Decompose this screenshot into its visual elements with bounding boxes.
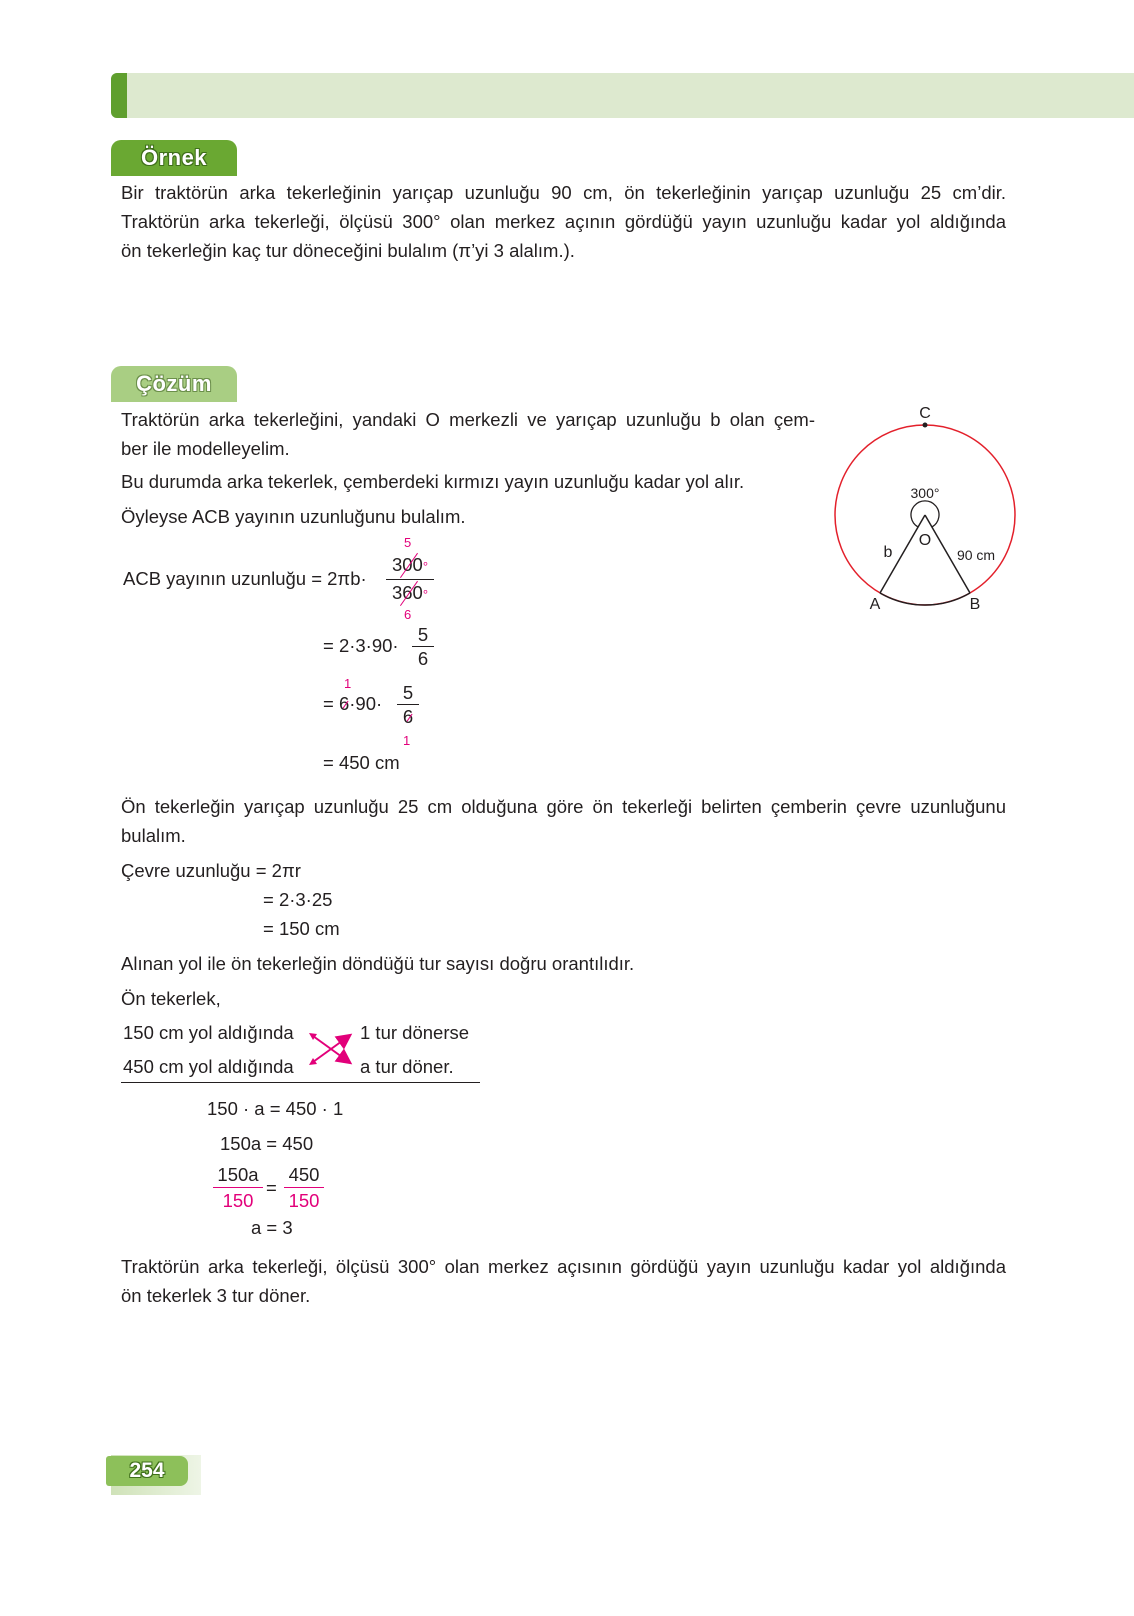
cancelled-six-den: 6 xyxy=(402,706,414,727)
eq3-den-left: 150 xyxy=(222,1190,254,1211)
solution-p3: Öyleyse ACB yayının uzunluğunu bulalım. xyxy=(121,506,466,527)
proportion-divider xyxy=(121,1082,480,1083)
example-line-3: ön tekerleğin kaç tur döneceğini bulalım (π’yi 3 alalım.). xyxy=(121,240,575,261)
conclusion-line-1: Traktörün arka tekerleği, ölçüsü 300° olan merkez açısının gördüğü yayın uzunluğu kadar yol aldığında xyxy=(121,1256,1006,1277)
equation-3-right-fraction xyxy=(284,1163,324,1213)
equation-3-left-fraction xyxy=(213,1163,263,1213)
eq3-num-right: 450 xyxy=(284,1163,324,1188)
point-c xyxy=(923,423,928,428)
solution-p1-line2: ber ile modelleyelim. xyxy=(121,438,290,459)
example-tab xyxy=(111,140,237,176)
solution-tab xyxy=(111,366,237,402)
solution-p6: Ön tekerlek, xyxy=(121,988,221,1009)
cancel-one-top: 1 xyxy=(344,676,352,691)
frac-den: 6 xyxy=(417,648,429,669)
arc-length-lhs: ACB yayının uzunluğu = 2πb· xyxy=(123,568,367,589)
eq3-num-left: 150a xyxy=(213,1163,263,1188)
proportion-left-2: 450 cm yol aldığında xyxy=(123,1056,294,1077)
header-bar-accent xyxy=(111,73,127,118)
label-angle: 300° xyxy=(910,485,940,501)
label-o: O xyxy=(918,532,932,549)
example-line-1: Bir traktörün arka tekerleğinin yarıçap uzunluğu 90 cm, ön tekerleğinin yarıçap uzunluğu 25 cm’dir. xyxy=(121,182,1006,203)
arc-ab xyxy=(880,593,970,605)
label-radius-length: 90 cm xyxy=(956,547,996,563)
step3-eq: = xyxy=(323,693,334,714)
circumference-line-3: = 150 cm xyxy=(263,918,340,939)
cancelled-six: 6 xyxy=(338,693,350,714)
cancelled-300: 300 xyxy=(391,554,423,575)
solution-p4-line1: Ön tekerleğin yarıçap uzunluğu 25 cm olduğuna göre ön tekerleği belirten çemberin çevre uzunluğunu xyxy=(121,796,1006,817)
circumference-line-1: Çevre uzunluğu = 2πr xyxy=(121,860,301,881)
circumference-line-2: = 2·3·25 xyxy=(263,889,333,910)
cancelled-360: 360 xyxy=(392,580,423,606)
page-number: 254 xyxy=(129,1459,165,1482)
arc-step-4: = 450 cm xyxy=(323,752,400,773)
frac-num-b: 5 xyxy=(397,681,419,705)
eq3-den-right: 150 xyxy=(288,1190,320,1211)
label-b-point: B xyxy=(969,596,981,613)
arc-step-3 xyxy=(323,693,382,715)
cancel-bottom-6: 6 xyxy=(404,607,412,622)
equation-2: 150a = 450 xyxy=(220,1133,314,1154)
solution-p5: Alınan yol ile ön tekerleğin döndüğü tur sayısı doğru orantılıdır. xyxy=(121,953,635,974)
header-bar xyxy=(111,73,1134,118)
label-c: C xyxy=(919,405,931,422)
angle-arc xyxy=(911,501,939,527)
proportion-left-1: 150 cm yol aldığında xyxy=(123,1022,294,1043)
fraction-5-6-b xyxy=(397,681,419,728)
cancel-top-5: 5 xyxy=(404,535,412,550)
solution-label: Çözüm xyxy=(136,371,212,396)
proportion-right-2: a tur döner. xyxy=(360,1056,454,1077)
fraction-5-6-a xyxy=(412,623,434,670)
solution-p4-line2: bulalım. xyxy=(121,825,186,846)
proportion-right-1: 1 tur dönerse xyxy=(360,1022,470,1043)
label-b-radius: b xyxy=(883,544,893,561)
step3-rest: ·90· xyxy=(349,693,383,714)
example-label: Örnek xyxy=(140,145,208,170)
label-a: A xyxy=(869,596,881,613)
solution-p1-line1: Traktörün arka tekerleğini, yandaki O merkezli ve yarıçap uzunluğu b olan çem- xyxy=(121,409,815,430)
example-line-2: Traktörün arka tekerleği, ölçüsü 300° olan merkez açının gördüğü yayın uzunluğu kadar yol aldığında xyxy=(121,211,1006,232)
solution-p2: Bu durumda arka tekerlek, çemberdeki kırmızı yayın uzunluğu kadar yol alır. xyxy=(121,471,745,492)
eq3-equals: = xyxy=(266,1177,277,1198)
equation-4: a = 3 xyxy=(251,1217,293,1238)
frac-num: 5 xyxy=(412,623,434,647)
cross-arrows-icon xyxy=(305,1028,357,1068)
equation-1: 150 · a = 450 · 1 xyxy=(207,1098,344,1119)
cancel-one-bottom: 1 xyxy=(403,733,411,748)
degree-mark-den: ° xyxy=(422,587,429,602)
conclusion-line-2: ön tekerlek 3 tur döner. xyxy=(121,1285,311,1306)
fraction-300-360 xyxy=(386,553,434,608)
degree-mark-num: ° xyxy=(422,559,429,574)
arc-step-2: = 2·3·90· xyxy=(323,635,399,656)
page-number-badge xyxy=(106,1456,188,1486)
wheel-circle-figure xyxy=(820,400,1040,620)
